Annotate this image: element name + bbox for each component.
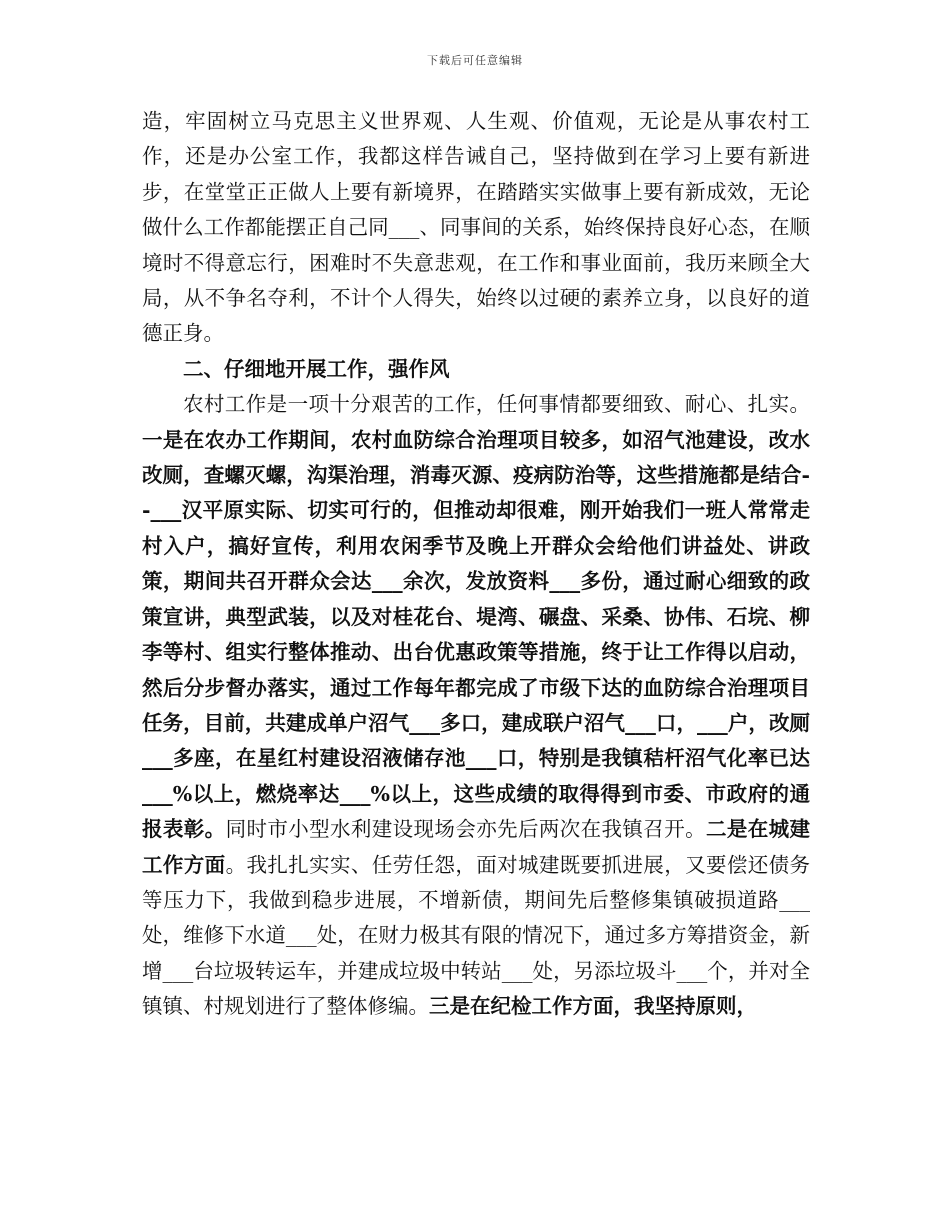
section-heading-2: 二、仔细地开展工作，强作风 [183,356,450,381]
paragraph-2-bold-1: 一是在农办工作期间，农村血防综合治理项目较多，如沼气池建设，改水改厕，查螺灭螺，沟渠治理，消毒灭源、疫病防治等，这些措施都是结合--___汉平原实际、切实可行的，但推动却很难，刚开始我们一班人常常走村入户，搞好宣传，利用农闲季节及晚上开群众会给他们讲益处、讲政策，期间共召开群众会达___余次，发放资料___多份，通过耐心细致的政策宣讲，典型武装，以及对桂花台、堤湾、碾盘、采桑、协伟、石垸、柳李等村、组实行整体推动、出台优惠政策等措施，终于让工作得以启动，然后分步督办落实，通过工作每年都完成了市级下达的血防综合治理项目任务，目前，共建成单户沼气___多口，建成联户沼气___口，___户，改厕___多座，在星红村建设沼液储存池___口，特别是我镇秸杆沼气化率已达___%以上，燃烧率达___%以上，这些成绩的取得得到市委、市政府的通报表彰。 [142,427,810,842]
paragraph-2-normal-2: 。我扎扎实实、任劳任怨，面对城建既要抓进展，又要偿还债务等压力下，我做到稳步进展，不增新债，期间先后整修集镇破损道路___处，维修下水道___处，在财力极其有限的情况下，通过多方筹措资金，新增___台垃圾转运车，并建成垃圾中转站___处，另添垃圾斗___个，并对全镇镇、村规划进行了整体修编。 [142,852,811,1019]
document-body [142,104,810,1025]
paragraph-2 [142,387,810,1024]
paragraph-1: 造，牢固树立马克思主义世界观、人生观、价值观，无论是从事农村工作，还是办公室工作，我都这样告诫自己，坚持做到在学习上要有新进步，在堂堂正正做人上要有新境界，在踏踏实实做事上要有新成效，无论做什么工作都能摆正自己同___、同事间的关系，始终保持良好心态，在顺境时不得意忘行，困难时不失意悲观，在工作和事业面前，我历来顾全大局，从不争名夺利，不计个人得失，始终以过硬的素养立身，以良好的道德正身。 [142,109,810,346]
paragraph-2-normal-1: 同时市小型水利建设现场会亦先后两次在我镇召开。 [225,817,706,842]
paragraph-2-bold-3: 三是在纪检工作方面，我坚持原则， [429,994,757,1019]
paragraph-2-bold-2: 二是在城建工作方面 [142,817,811,877]
paragraph-2-intro: 农村工作是一项十分艰苦的工作，任何事情都要细致、耐心、扎实。 [183,392,810,417]
page-header-note: 下载后可任意编辑 [427,54,523,67]
